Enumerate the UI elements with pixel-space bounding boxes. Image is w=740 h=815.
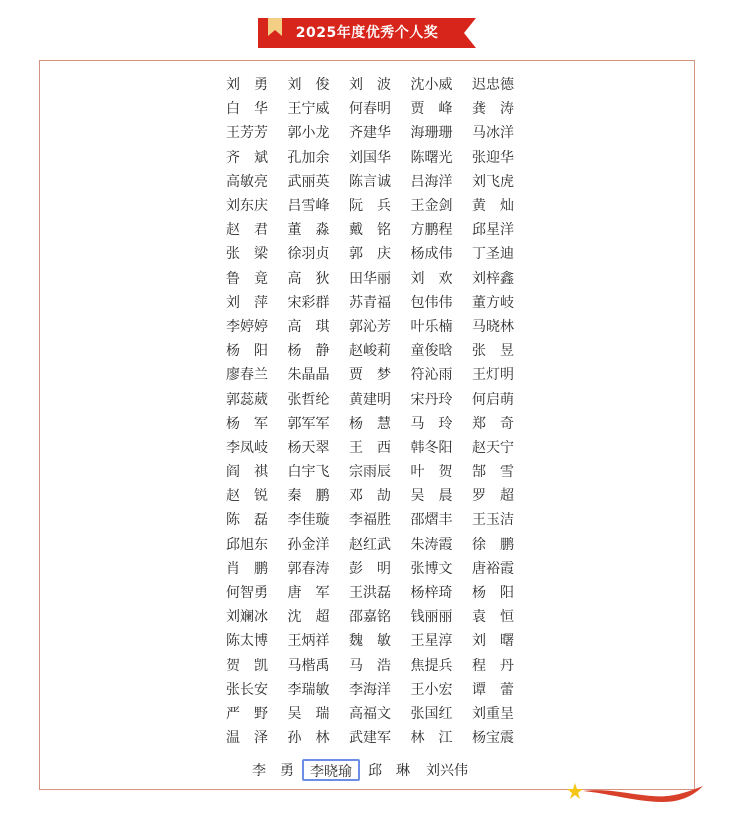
name-row	[219, 145, 521, 169]
ribbon-decoration	[567, 780, 707, 806]
name-cell: 郭蕊葳	[226, 391, 268, 408]
name-cell: 刘 俊	[287, 77, 330, 94]
name-cell: 叶乐楠	[410, 318, 453, 335]
name-cell: 方鹏程	[410, 222, 453, 239]
name-cell: 徐 鹏	[472, 536, 514, 553]
name-cell: 何启萌	[472, 391, 514, 408]
name-row	[219, 483, 521, 507]
name-cell: 刘东庆	[226, 198, 268, 215]
name-cell: 肖 鹏	[226, 560, 268, 577]
name-cell: 李 勇	[252, 763, 294, 779]
name-cell: 韩冬阳	[410, 439, 453, 456]
name-cell: 何智勇	[226, 585, 268, 602]
name-cell: 符沁雨	[410, 367, 453, 384]
name-cell: 邵熠丰	[410, 512, 453, 529]
name-cell: 陈言诚	[349, 173, 391, 190]
name-cell: 白 华	[226, 101, 268, 118]
name-cell: 杨 慧	[349, 415, 391, 432]
name-cell: 沈 超	[287, 609, 330, 626]
name-cell: 李佳璇	[287, 512, 330, 529]
name-cell: 郭小龙	[287, 125, 330, 142]
name-cell: 徐羽贞	[287, 246, 330, 263]
name-cell: 马冰洋	[472, 125, 514, 142]
name-cell: 宋丹玲	[410, 391, 453, 408]
name-cell: 张 昱	[472, 343, 514, 360]
name-row	[219, 628, 521, 652]
name-cell: 杨 静	[287, 343, 330, 360]
name-cell: 郭 庆	[349, 246, 391, 263]
name-cell: 邱旭东	[226, 536, 268, 553]
name-cell: 林 江	[410, 730, 453, 747]
name-cell: 李海洋	[349, 681, 391, 698]
name-cell: 孔加余	[287, 149, 330, 166]
name-cell: 李婷婷	[226, 318, 268, 335]
name-cell: 张迎华	[472, 149, 514, 166]
name-row	[219, 653, 521, 677]
name-cell: 朱涛霞	[410, 536, 453, 553]
name-cell: 郜 雪	[472, 464, 514, 481]
name-cell: 王 西	[349, 439, 391, 456]
name-cell: 杨宝震	[472, 730, 514, 747]
name-cell: 孙金洋	[287, 536, 330, 553]
name-cell: 阎 祺	[226, 464, 268, 481]
name-cell: 马楷禹	[287, 657, 330, 674]
name-cell: 邱 琳	[368, 763, 410, 779]
title-banner	[258, 18, 476, 48]
name-row	[219, 290, 521, 314]
name-cell: 刘国华	[349, 149, 391, 166]
name-cell: 鲁 竟	[226, 270, 268, 287]
name-row	[219, 386, 521, 410]
name-row	[219, 314, 521, 338]
name-cell: 张哲纶	[287, 391, 330, 408]
name-row	[219, 411, 521, 435]
name-cell: 陈 磊	[226, 512, 268, 529]
name-cell: 高 琪	[287, 318, 330, 335]
name-cell: 唐 军	[287, 585, 330, 602]
name-cell: 谭 蕾	[472, 681, 514, 698]
name-cell: 邱星洋	[472, 222, 514, 239]
name-cell: 秦 鹏	[287, 488, 330, 505]
name-cell: 赵 君	[226, 222, 268, 239]
name-cell: 杨天翠	[287, 439, 330, 456]
name-row	[219, 459, 521, 483]
name-row	[219, 72, 521, 96]
name-cell: 邓 劼	[349, 488, 391, 505]
name-cell: 龚 涛	[472, 101, 514, 118]
name-row	[219, 677, 521, 701]
name-cell: 李福胜	[349, 512, 391, 529]
name-cell: 马 玲	[410, 415, 453, 432]
name-cell: 宗雨辰	[349, 464, 391, 481]
name-cell: 陈太博	[226, 633, 268, 650]
name-cell: 刘斓冰	[226, 609, 268, 626]
name-cell: 杨成伟	[410, 246, 453, 263]
name-cell: 杨 军	[226, 415, 268, 432]
name-cell: 贾 峰	[410, 101, 453, 118]
name-cell: 刘飞虎	[472, 173, 514, 190]
name-cell: 白宇飞	[287, 464, 330, 481]
name-cell: 迟忠德	[472, 77, 514, 94]
name-cell: 刘 波	[349, 77, 391, 94]
name-cell: 丁圣迪	[472, 246, 514, 263]
names-grid	[219, 72, 521, 749]
name-cell: 包伟伟	[410, 294, 453, 311]
name-row	[219, 120, 521, 144]
name-cell: 武丽英	[287, 173, 330, 190]
name-row	[219, 604, 521, 628]
highlighted-name-cell: 李晓瑜	[302, 759, 360, 781]
name-row	[219, 217, 521, 241]
name-cell: 刘 曙	[472, 633, 514, 650]
name-cell: 刘 欢	[410, 270, 453, 287]
name-cell: 吴 晨	[410, 488, 453, 505]
name-cell: 张长安	[226, 681, 268, 698]
name-cell: 刘梓鑫	[472, 270, 514, 287]
name-row	[219, 338, 521, 362]
name-cell: 田华丽	[349, 270, 391, 287]
name-cell: 郭军军	[287, 415, 330, 432]
name-cell: 赵天宁	[472, 439, 514, 456]
name-cell: 严 野	[226, 705, 268, 722]
names-last-row	[244, 758, 494, 782]
name-cell: 阮 兵	[349, 198, 391, 215]
name-cell: 高 狄	[287, 270, 330, 287]
name-cell: 王芳芳	[226, 125, 268, 142]
name-cell: 王炳祥	[287, 633, 330, 650]
name-cell: 杨 阳	[226, 343, 268, 360]
name-cell: 何春明	[349, 101, 391, 118]
name-cell: 刘兴伟	[426, 763, 468, 779]
name-cell: 廖春兰	[226, 367, 268, 384]
name-cell: 马 浩	[349, 657, 391, 674]
name-cell: 苏青福	[349, 294, 391, 311]
name-row	[219, 96, 521, 120]
name-cell: 王洪磊	[349, 585, 391, 602]
name-cell: 赵红武	[349, 536, 391, 553]
name-cell: 孙 林	[287, 730, 330, 747]
name-cell: 董 淼	[287, 222, 330, 239]
name-row	[219, 266, 521, 290]
page-title: 2025年度优秀个人奖	[295, 25, 439, 41]
name-cell: 温 泽	[226, 730, 268, 747]
name-cell: 朱晶晶	[287, 367, 330, 384]
name-cell: 宋彩群	[287, 294, 330, 311]
name-cell: 黄 灿	[472, 198, 514, 215]
name-row	[219, 241, 521, 265]
name-cell: 马晓林	[472, 318, 514, 335]
name-cell: 赵 锐	[226, 488, 268, 505]
name-cell: 李瑞敏	[287, 681, 330, 698]
name-cell: 沈小威	[410, 77, 453, 94]
name-cell: 杨 阳	[472, 585, 514, 602]
name-cell: 程 丹	[472, 657, 514, 674]
name-cell: 黄建明	[349, 391, 391, 408]
name-cell: 刘 萍	[226, 294, 268, 311]
name-cell: 张国红	[410, 705, 453, 722]
name-cell: 高敏亮	[226, 173, 268, 190]
name-cell: 吕雪峰	[287, 198, 330, 215]
name-cell: 吕海洋	[410, 173, 453, 190]
name-cell: 钱丽丽	[410, 609, 453, 626]
name-cell: 郭春涛	[287, 560, 330, 577]
name-cell: 吴 瑞	[287, 705, 330, 722]
red-ribbon-swoosh	[583, 786, 703, 802]
name-cell: 刘 勇	[226, 77, 268, 94]
name-row	[219, 701, 521, 725]
name-row	[219, 725, 521, 749]
name-cell: 齐 斌	[226, 149, 268, 166]
name-row	[219, 580, 521, 604]
name-cell: 陈曙光	[410, 149, 453, 166]
name-cell: 张 梁	[226, 246, 268, 263]
name-cell: 罗 超	[472, 488, 514, 505]
name-cell: 高福文	[349, 705, 391, 722]
name-cell: 海珊珊	[410, 125, 453, 142]
name-cell: 杨梓琦	[410, 585, 453, 602]
name-cell: 唐裕霞	[472, 560, 514, 577]
name-cell: 张博文	[410, 560, 453, 577]
name-cell: 叶 贺	[410, 464, 453, 481]
name-cell: 邵嘉铭	[349, 609, 391, 626]
name-row	[219, 169, 521, 193]
name-cell: 郭沁芳	[349, 318, 391, 335]
name-cell: 李凤岐	[226, 439, 268, 456]
name-cell: 彭 明	[349, 560, 391, 577]
name-cell: 王小宏	[410, 681, 453, 698]
name-cell: 袁 恒	[472, 609, 514, 626]
name-cell: 王星淳	[410, 633, 453, 650]
name-cell: 王金剑	[410, 198, 453, 215]
name-cell: 戴 铭	[349, 222, 391, 239]
name-cell: 王灯明	[472, 367, 514, 384]
name-cell: 王宁威	[287, 101, 330, 118]
name-row	[219, 193, 521, 217]
name-cell: 赵峻莉	[349, 343, 391, 360]
name-row	[219, 556, 521, 580]
name-cell: 童俊晗	[410, 343, 453, 360]
name-row	[219, 435, 521, 459]
name-row	[219, 532, 521, 556]
name-cell: 董方岐	[472, 294, 514, 311]
name-cell: 贾 梦	[349, 367, 391, 384]
name-cell: 贺 凯	[226, 657, 268, 674]
name-row	[219, 362, 521, 386]
name-cell: 郑 奇	[472, 415, 514, 432]
name-cell: 王玉洁	[472, 512, 514, 529]
name-cell: 齐建华	[349, 125, 391, 142]
name-cell: 刘重呈	[472, 705, 514, 722]
name-cell: 武建军	[349, 730, 391, 747]
star-icon	[567, 783, 583, 799]
name-cell: 焦提兵	[410, 657, 453, 674]
name-row	[219, 507, 521, 531]
name-cell: 魏 敏	[349, 633, 391, 650]
